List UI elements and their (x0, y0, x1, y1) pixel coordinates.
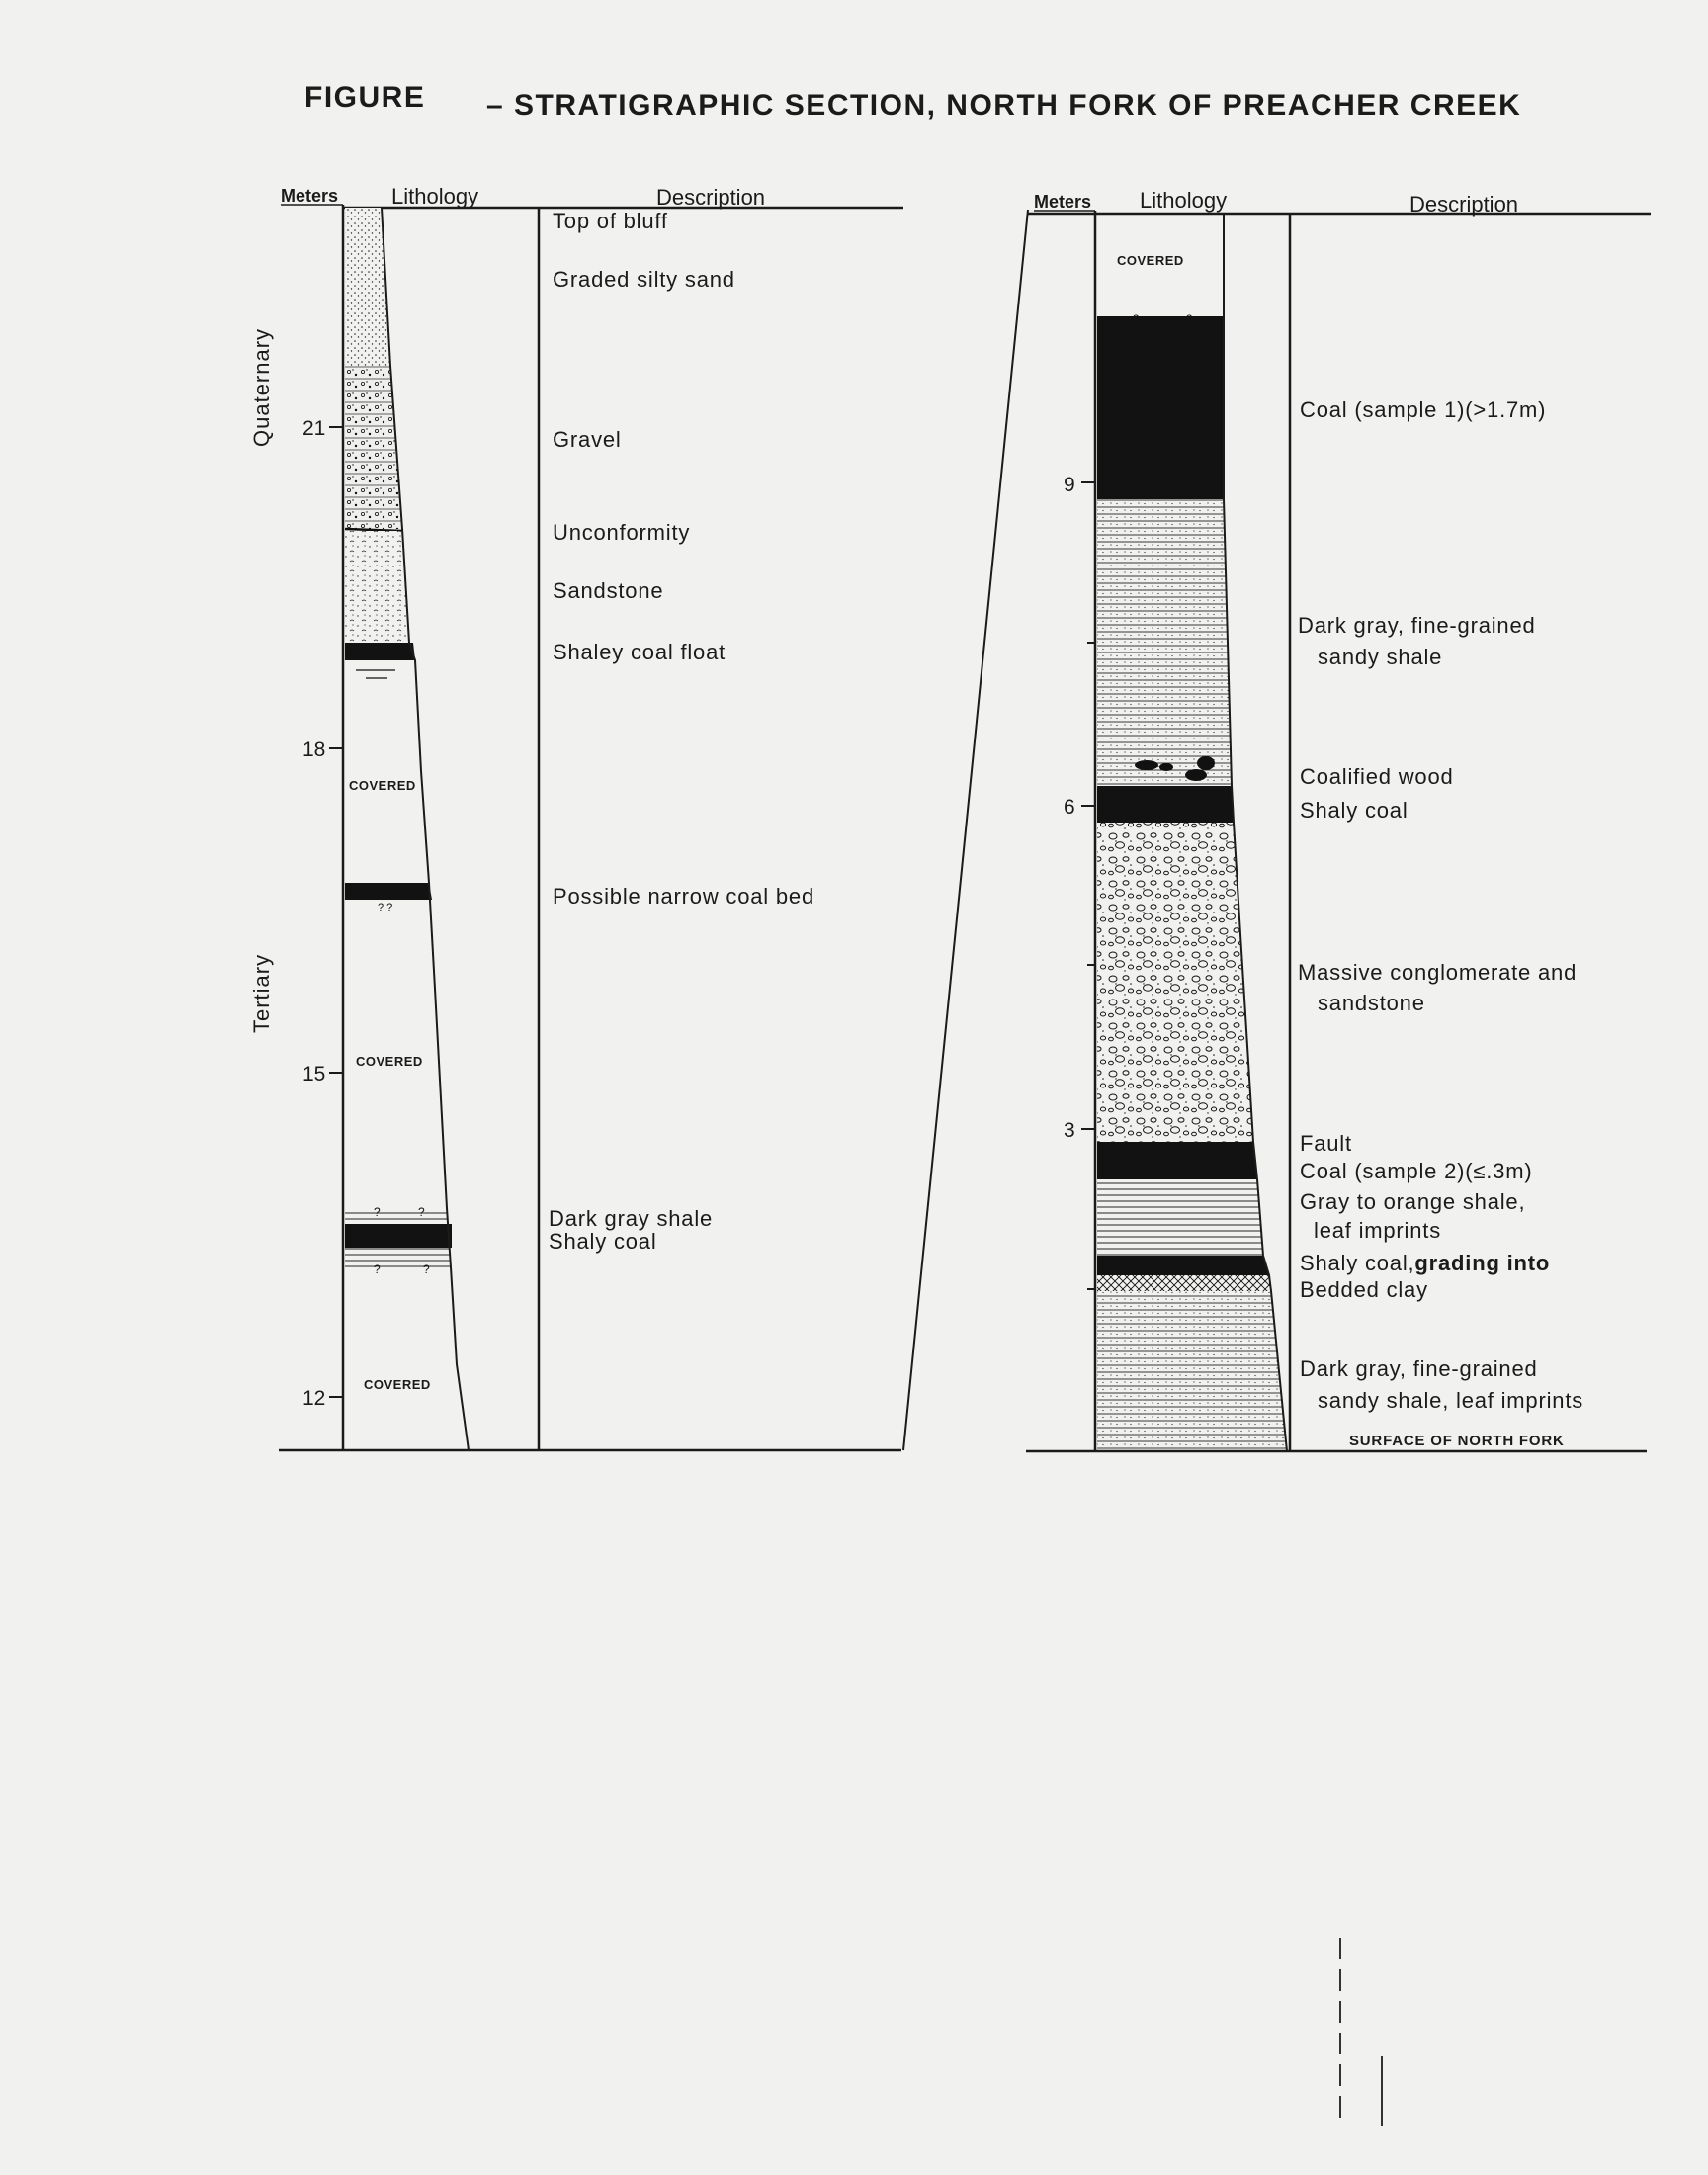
figure-title: – STRATIGRAPHIC SECTION, NORTH FORK OF PREACHER CREEK (486, 89, 1522, 122)
left-covered-2: COVERED (356, 1054, 423, 1069)
right-tick-3: 3 (1064, 1119, 1075, 1142)
right-section (1026, 188, 1651, 1451)
unit-sandy-shale-lower (1097, 1291, 1287, 1449)
unit-shaly-coal (345, 1224, 452, 1248)
left-desc-shaley-coal-float: Shaley coal float (553, 640, 726, 664)
unit-conglomerate (1097, 823, 1253, 1142)
svg-text:?: ? (1133, 313, 1140, 325)
left-tick-18: 18 (302, 739, 326, 761)
unit-coal-sample-2 (1097, 1142, 1257, 1179)
unit-shaly-coal-right (1097, 786, 1234, 823)
right-desc-conglomerate-b: sandstone (1318, 991, 1425, 1015)
unit-bedded-clay (1097, 1275, 1271, 1291)
right-meters-header: Meters (1034, 192, 1092, 212)
left-desc-top-of-bluff: Top of bluff (553, 209, 668, 233)
right-desc-shaly-coal-grading: Shaly coal,grading into (1300, 1251, 1551, 1275)
unit-possible-coal-bed (345, 883, 432, 900)
left-desc-narrow-coal-bed: Possible narrow coal bed (553, 884, 815, 909)
unit-coal-sample-1 (1097, 316, 1224, 499)
svg-text:?: ? (374, 1262, 381, 1276)
left-covered-1: COVERED (349, 778, 416, 793)
correlation-line (903, 210, 1028, 1450)
right-desc-shaly-coal: Shaly coal (1300, 798, 1409, 823)
unit-sandstone (345, 531, 409, 643)
right-lithology-header: Lithology (1140, 188, 1228, 213)
left-tick-21: 21 (302, 417, 326, 440)
svg-text:?: ? (418, 1205, 425, 1219)
coalified-wood-1 (1135, 760, 1158, 770)
left-desc-sandstone: Sandstone (553, 578, 664, 603)
right-tick-6: 6 (1064, 796, 1075, 819)
right-desc-coalified-wood: Coalified wood (1300, 764, 1454, 789)
unit-shaly-coal-grading (1097, 1256, 1269, 1275)
right-description-header: Description (1409, 192, 1519, 217)
left-desc-unconformity: Unconformity (553, 520, 691, 545)
right-desc-gray-orange-shale-a: Gray to orange shale, (1300, 1189, 1526, 1214)
coalified-wood-2 (1185, 769, 1207, 781)
left-description-header: Description (656, 185, 766, 210)
right-desc-fault: Fault (1300, 1131, 1352, 1156)
left-desc-silty-sand: Graded silty sand (553, 267, 735, 292)
right-desc-conglomerate-a: Massive conglomerate and (1298, 960, 1578, 985)
left-tick-12: 12 (302, 1387, 326, 1410)
left-desc-gravel: Gravel (553, 427, 622, 452)
unit-gravel (345, 366, 402, 529)
right-desc-coal-sample-2: Coal (sample 2)(≤.3m) (1300, 1159, 1533, 1183)
left-desc-shaly-coal: Shaly coal (549, 1229, 657, 1254)
left-covered-3: COVERED (364, 1377, 431, 1392)
left-section (249, 184, 903, 1450)
unit-shaley-coal-float (345, 643, 415, 660)
right-desc-bedded-clay: Bedded clay (1300, 1277, 1428, 1302)
right-desc-gray-orange-shale-b: leaf imprints (1314, 1218, 1441, 1243)
left-tick-15: 15 (302, 1063, 326, 1086)
left-desc-dark-gray-shale: Dark gray shale (549, 1206, 714, 1231)
svg-text:?: ? (423, 1262, 430, 1276)
unit-gray-orange-shale (1097, 1179, 1263, 1256)
right-covered: COVERED (1117, 253, 1184, 268)
right-desc-coal-sample-1: Coal (sample 1)(>1.7m) (1300, 397, 1547, 422)
unit-sandy-shale-upper (1097, 499, 1232, 786)
right-desc-sandy-shale-2a: Dark gray, fine-grained (1300, 1356, 1538, 1381)
svg-text:? ?: ? ? (378, 902, 393, 914)
figure-label: FIGURE (304, 81, 426, 114)
svg-text:?: ? (1186, 313, 1193, 325)
right-desc-sandy-shale-1a: Dark gray, fine-grained (1298, 613, 1536, 638)
surface-label: SURFACE OF NORTH FORK (1349, 1433, 1565, 1449)
left-meters-header: Meters (281, 186, 339, 206)
left-lithology-header: Lithology (391, 184, 479, 209)
unconformity-line (345, 529, 403, 531)
right-desc-sandy-shale-1b: sandy shale (1318, 645, 1443, 669)
era-quaternary: Quaternary (249, 327, 274, 447)
right-desc-sandy-shale-2b: sandy shale, leaf imprints (1318, 1388, 1584, 1413)
svg-text:?: ? (374, 1205, 381, 1219)
right-tick-9: 9 (1064, 474, 1075, 496)
era-tertiary: Tertiary (249, 953, 274, 1033)
